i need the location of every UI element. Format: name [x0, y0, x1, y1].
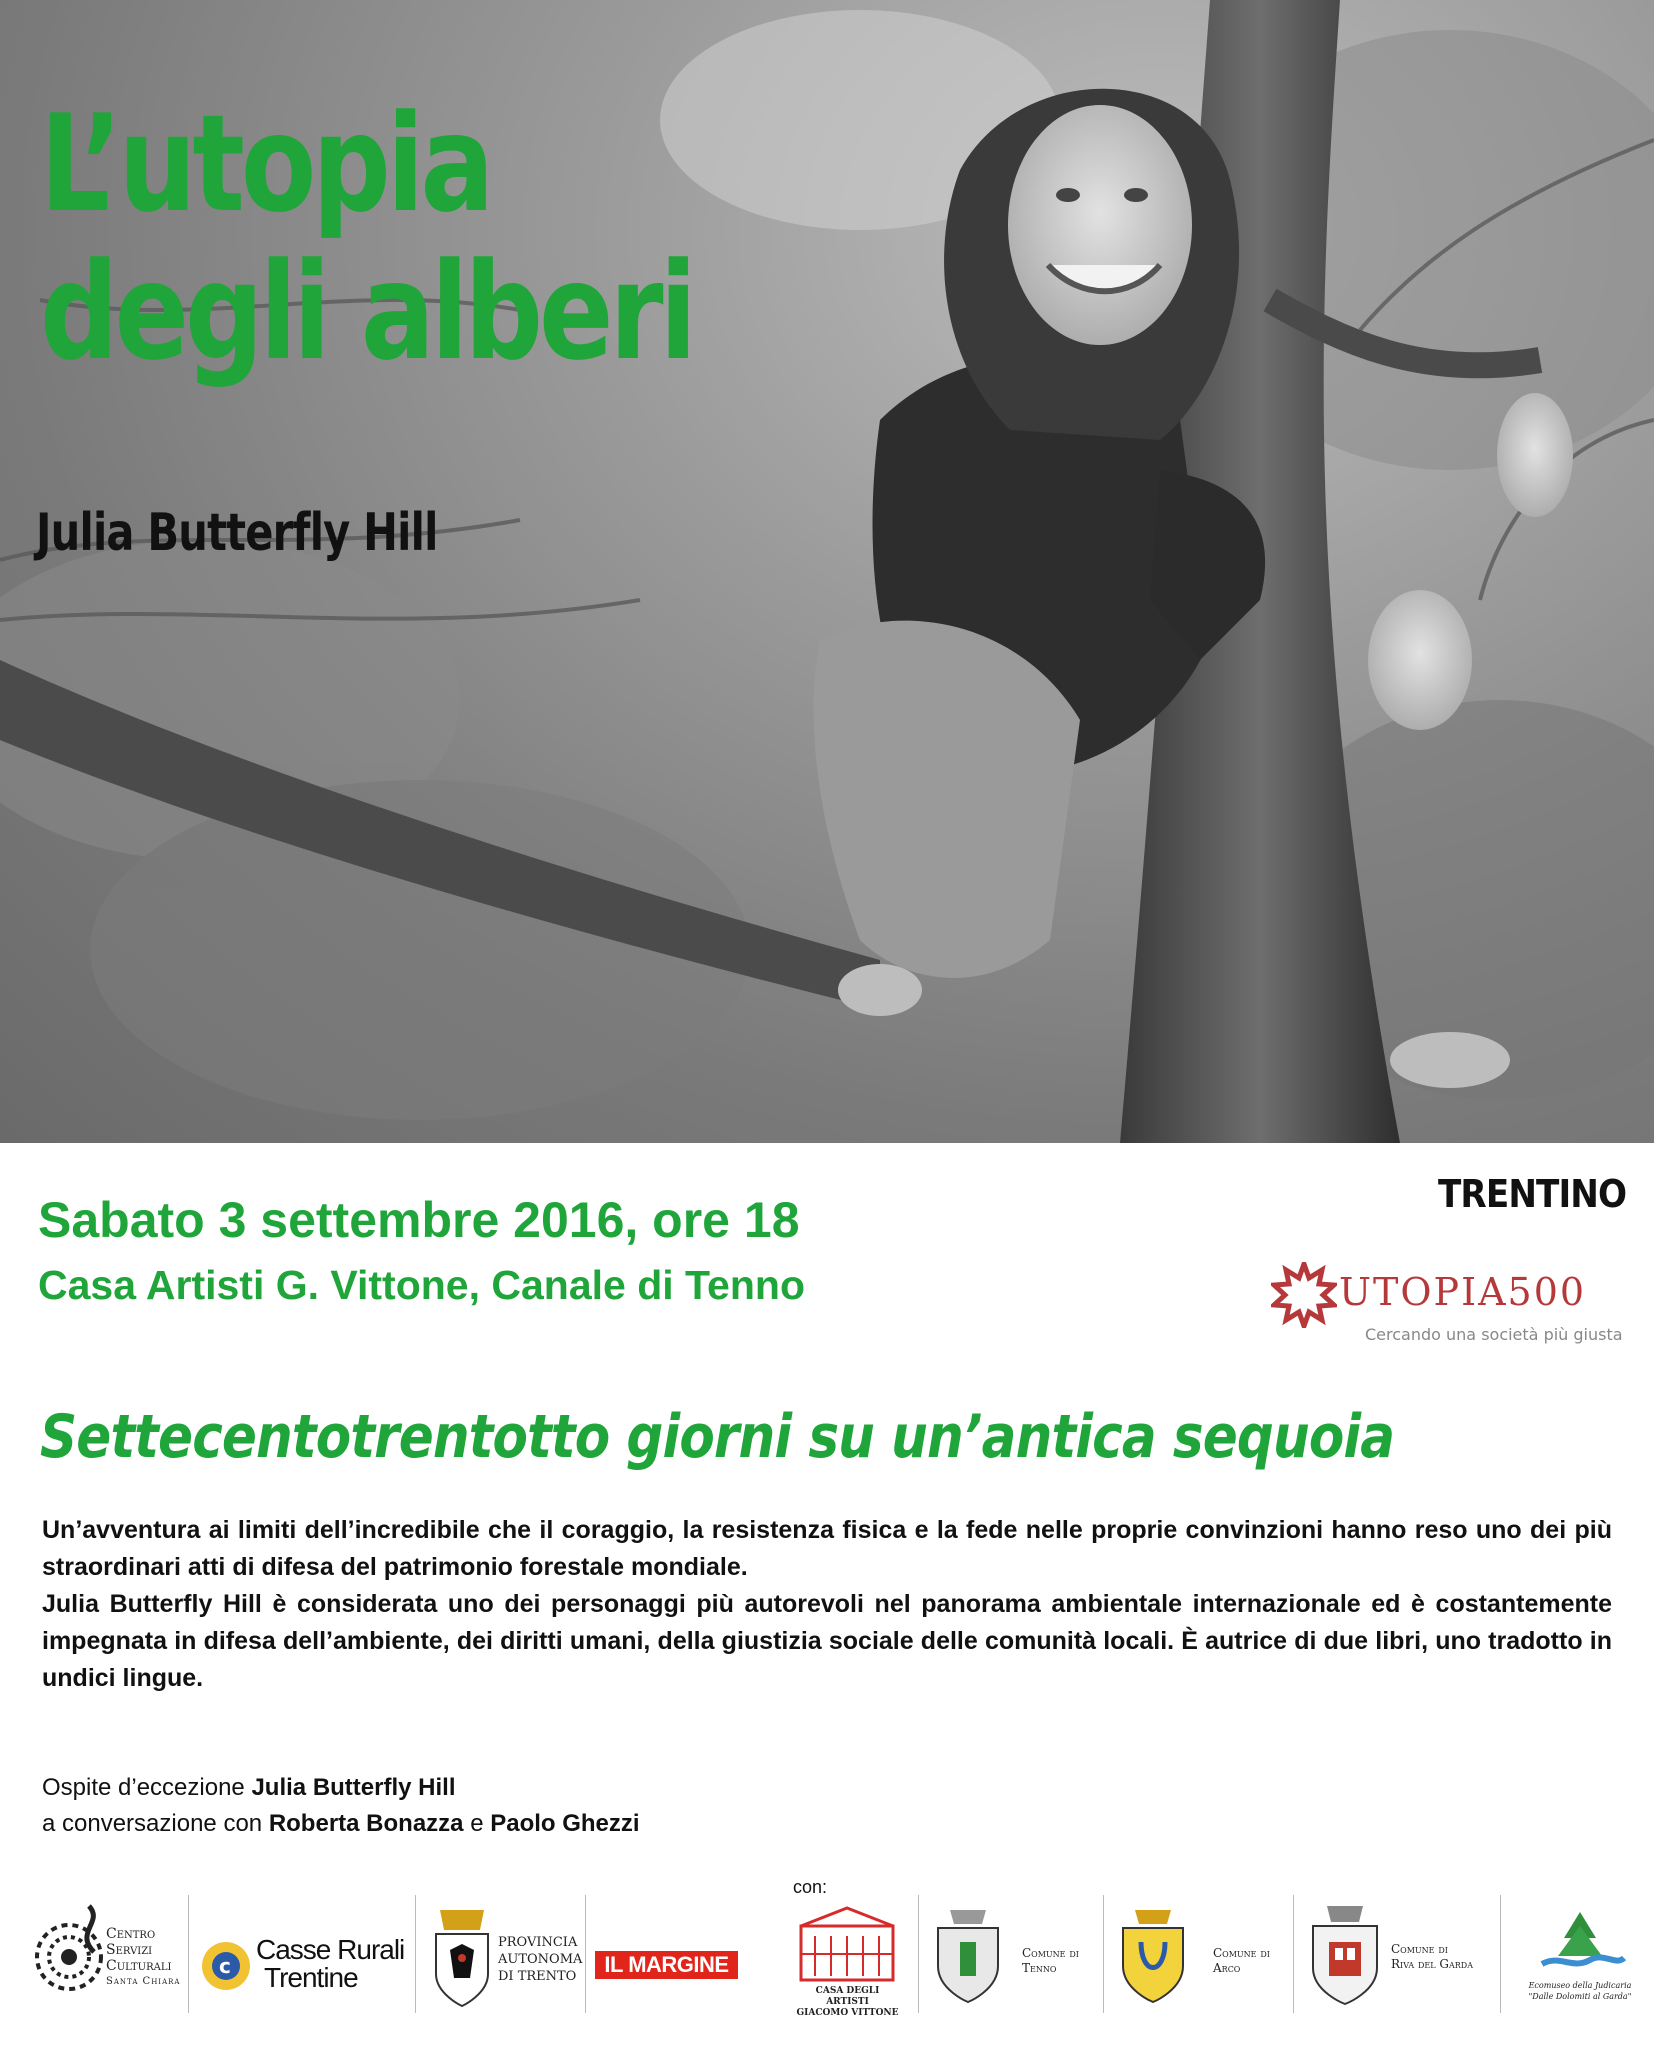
csc-line-3: Culturali: [106, 1958, 172, 1974]
utopia-star-icon: [1271, 1262, 1337, 1328]
arco-line-1: Comune di: [1213, 1946, 1270, 1960]
event-venue: Casa Artisti G. Vittone, Canale di Tenno: [38, 1262, 805, 1308]
riva-line-1: Comune di: [1391, 1942, 1448, 1956]
and-text: e: [470, 1810, 484, 1837]
casse-rurali-emblem-icon: [198, 1938, 254, 1994]
sponsor-divider: [1103, 1895, 1104, 2013]
casa-line-1: CASA DEGLI ARTISTI: [815, 1986, 880, 2007]
arco-line-2: Arco: [1213, 1961, 1241, 1975]
ecomuseo-mountain-icon: [1520, 1908, 1640, 1978]
svg-text:c: c: [219, 1954, 231, 1978]
casse-line-2: Trentine: [264, 1962, 358, 1993]
csc-line-1: Centro: [106, 1926, 156, 1942]
utopia500-logo: UTOPIA500: [1339, 1270, 1587, 1314]
credits: [42, 1770, 640, 1842]
csc-line-2: Servizi: [106, 1942, 153, 1958]
riva-line-2: Riva del Garda: [1391, 1957, 1473, 1971]
provincia-trento-logo: [430, 1900, 583, 2015]
utopia500-tagline: Cercando una società più giusta: [1365, 1325, 1623, 1344]
ecomuseo-line-2: "Dalle Dolomiti al Garda": [1528, 1992, 1632, 2001]
ecomuseo-line-1: Ecomuseo della Judicaria: [1528, 1981, 1632, 1990]
casa-artisti-logo: [795, 1906, 900, 2016]
event-date: Sabato 3 settembre 2016, ore 18: [38, 1192, 800, 1248]
conversation-line: [42, 1806, 640, 1842]
csc-line-4: Santa Chiara: [106, 1976, 181, 1987]
host-2: Paolo Ghezzi: [490, 1810, 640, 1837]
sponsor-divider: [1500, 1895, 1501, 2013]
csc-spiral-icon: [34, 1902, 104, 2012]
arco-crest-icon: [1115, 1906, 1191, 2006]
comune-arco-logo: [1115, 1906, 1275, 2011]
sponsor-divider: [585, 1895, 586, 2013]
prov-line-2: AUTONOMA: [498, 1952, 583, 1967]
provincia-crest-icon: [430, 1900, 494, 2010]
sponsor-divider: [918, 1895, 919, 2013]
il-margine-logo: IL MARGINE: [595, 1951, 738, 1979]
guest-line: [42, 1770, 640, 1806]
prov-line-3: DI TRENTO: [498, 1969, 577, 1984]
poster-tagline: Settecentotrentotto giorni su un’antica sequoia: [40, 1402, 1395, 1472]
description: [42, 1512, 1612, 1697]
conversation-prefix: a conversazione con: [42, 1810, 263, 1837]
sponsor-divider: [1293, 1895, 1294, 2013]
description-paragraph-1: Un’avventura ai limiti dell’incredibile che il coraggio, la resistenza fisica e la fede nelle proprie convinzioni hanno reso uno dei più straordinari atti di difesa del patrimonio forestale mondiale.: [42, 1516, 1612, 1581]
con-label: con:: [793, 1877, 828, 1897]
sponsor-divider: [188, 1895, 189, 2013]
prov-line-1: PROVINCIA: [498, 1935, 578, 1950]
tenno-line-2: Tenno: [1022, 1961, 1057, 1975]
casse-line-1: Casse Rurali: [256, 1934, 405, 1965]
guest-prefix: Ospite d’eccezione: [42, 1774, 245, 1801]
ecomuseo-logo: [1520, 1908, 1640, 2013]
riva-crest-icon: [1305, 1902, 1385, 2010]
title-line-1: L’utopia: [40, 86, 491, 242]
trentino-logo: TRENTINO: [1438, 1172, 1627, 1216]
guest-name: Julia Butterfly Hill: [251, 1774, 456, 1801]
sponsor-divider: [415, 1895, 416, 2013]
casa-line-2: GIACOMO VITTONE: [796, 2008, 899, 2018]
description-paragraph-2: Julia Butterfly Hill è considerata uno dei personaggi più autorevoli nel panorama ambientale internazionale ed è costantemente impegnata in difesa dell’ambiente, dei diritti umani, della giustizia sociale delle comunità locali. È autrice di due libri, uno tradotto in undici lingue.: [42, 1590, 1612, 1692]
casa-artisti-drawing-icon: [795, 1906, 900, 1986]
host-1: Roberta Bonazza: [268, 1810, 464, 1837]
title-line-2: degli alberi: [40, 234, 694, 390]
tenno-line-1: Comune di: [1022, 1946, 1079, 1960]
centro-servizi-culturali-logo: [34, 1902, 184, 2012]
casse-rurali-logo: [198, 1936, 408, 2006]
poster-subtitle: Julia Butterfly Hill: [36, 503, 438, 563]
comune-tenno-logo: [930, 1906, 1090, 2011]
comune-riva-logo: [1305, 1902, 1485, 2012]
tenno-crest-icon: [930, 1906, 1006, 2006]
poster-title: [40, 86, 694, 390]
